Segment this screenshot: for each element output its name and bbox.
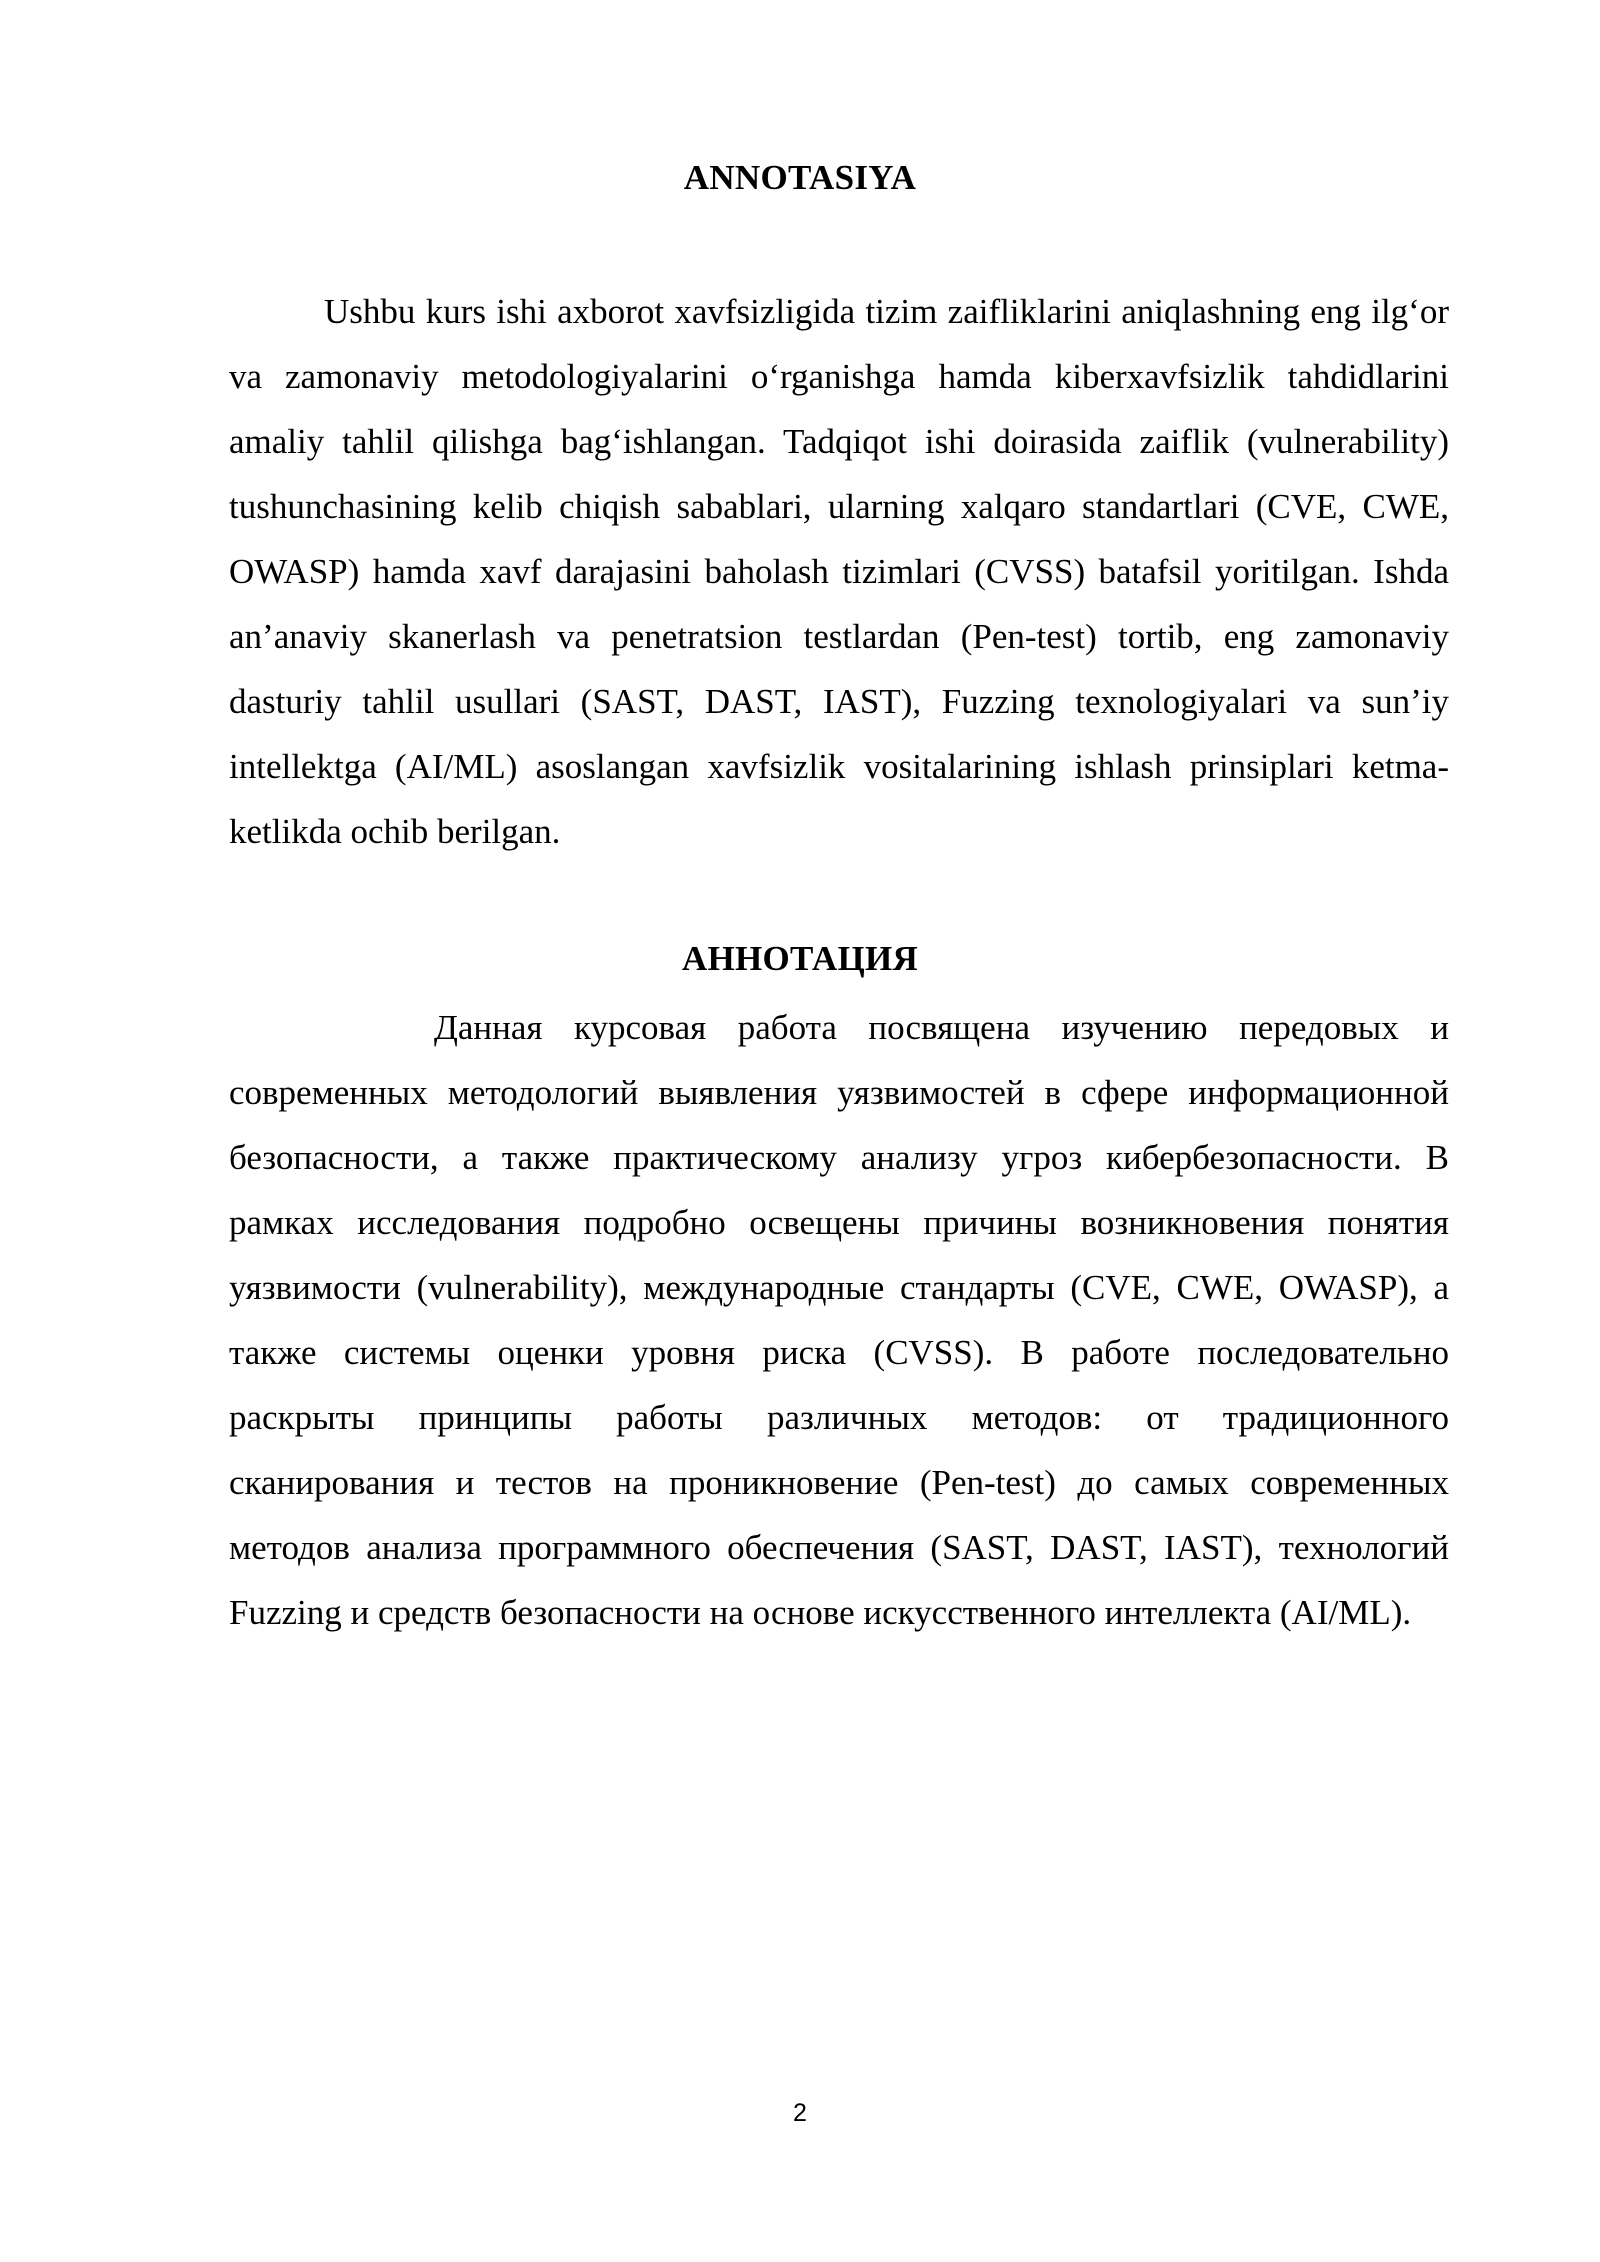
annotation-title-uzbek: ANNOTASIYA bbox=[683, 158, 917, 197]
page-number: 2 bbox=[793, 2099, 807, 2127]
annotation-body-russian: Данная курсовая работа посвящена изучению передовых и современных методологий выявления уязвимостей в сфере информационной безопасности, а также практическому анализу угроз кибербезопасности. В рамках исследования подробно освещены причины возникновения понятия уязвимости (vulnerability), международные стандарты (CVE, CWE, OWASP), а также системы оценки уровня риска (CVSS). В работе последовательно раскрыты принципы работы различных методов: от традиционного сканирования и тестов на проникновение (Pen-test) до самых современных методов анализа программного обеспечения (SAST, DAST, IAST), технологий Fuzzing и средств безопасности на основе искусственного интеллекта (AI/ML). bbox=[229, 1008, 1449, 1632]
annotation-title-russian: АННОТАЦИЯ bbox=[681, 939, 919, 978]
annotation-body-uzbek: Ushbu kurs ishi axborot xavfsizligida tizim zaifliklarini aniqlashning eng ilg‘or va zamonaviy metodologiyalarini o‘rganishga hamda kiberxavfsizlik tahdidlarini amaliy tahlil qilishga bag‘ishlangan. Tadqiqot ishi doirasida zaiflik (vulnerability) tushunchasining kelib chiqish sabablari, ularning xalqaro standartlari (CVE, CWE, OWASP) hamda xavf darajasini baholash tizimlari (CVSS) batafsil yoritilgan. Ishda an’anaviy skanerlash va penetratsion testlardan (Pen-test) tortib, eng zamonaviy dasturiy tahlil usullari (SAST, DAST, IAST), Fuzzing texnologiyalari va sun’iy intellektga (AI/ML) asoslangan xavfsizlik vositalarining ishlash prinsiplari ketma-ketlikda ochib berilgan. bbox=[229, 292, 1449, 851]
